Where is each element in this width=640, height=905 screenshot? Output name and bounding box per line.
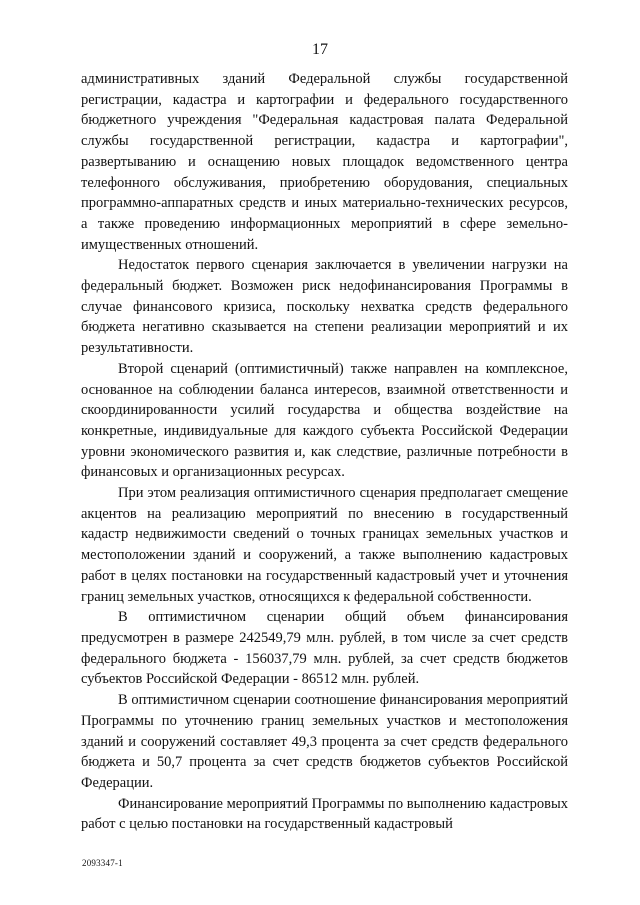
paragraph: Второй сценарий (оптимистичный) также направлен на комплексное, основанное на соблюдении баланса интересов, взаимной ответственности и скоординированности усилий государства и общества воздействие на конкретные, индивидуальные для каждого субъекта Российской Федерации уровни экономического развития и, как следствие, различные потребности в финансовых и организационных ресурсах. [81,360,568,481]
paragraph: В оптимистичном сценарии общий объем финансирования предусмотрен в размере 242549,79 млн. рублей, в том числе за счет средств федерального бюджета - 156037,79 млн. рублей, за счет средств бюджетов субъектов Российской Федерации - 86512 млн. рублей. [81,609,568,688]
document-code: 2093347-1 [82,858,123,868]
document-body [81,69,568,835]
paragraph: При этом реализация оптимистичного сценария предполагает смещение акцентов на реализацию мероприятий по внесению в государственный кадастр недвижимости сведений о точных границах земельных участков и местоположении зданий и сооружений, а также выполнению кадастровых работ в целях постановки на государственный кадастровый учет и уточнения границ земельных участков, относящихся к федеральной собственности. [81,485,568,605]
paragraph: Недостаток первого сценария заключается в увеличении нагрузки на федеральный бюджет. Возможен риск недофинансирования Программы в случае финансового кризиса, поскольку нехватка средств федерального бюджета негативно сказывается на степени реализации мероприятий и их результативности. [81,257,568,357]
paragraph: В оптимистичном сценарии соотношение финансирования мероприятий Программы по уточнению границ земельных участков и местоположения зданий и сооружений составляет 49,3 процента за счет средств федерального бюджета и 50,7 процента за счет средств бюджетов субъектов Российской Федерации. [81,692,568,791]
paragraph-continuation: административных зданий Федеральной службы государственной регистрации, кадастра и картографии и федерального государственного бюджетного учреждения "Федеральная кадастровая палата Федеральной службы государственной регистрации, кадастра и картографии", развертыванию и оснащению новых площадок ведомственного центра телефонного обслуживания, приобретению оборудования, специальных программно-аппаратных средств и иных материально-технических ресурсов, а также проведению информационных мероприятий в сфере земельно-имущественных отношений. [81,71,568,253]
paragraph: Финансирование мероприятий Программы по выполнению кадастровых работ с целью постановки на государственный кадастровый [81,795,568,833]
page-number: 17 [312,41,328,58]
